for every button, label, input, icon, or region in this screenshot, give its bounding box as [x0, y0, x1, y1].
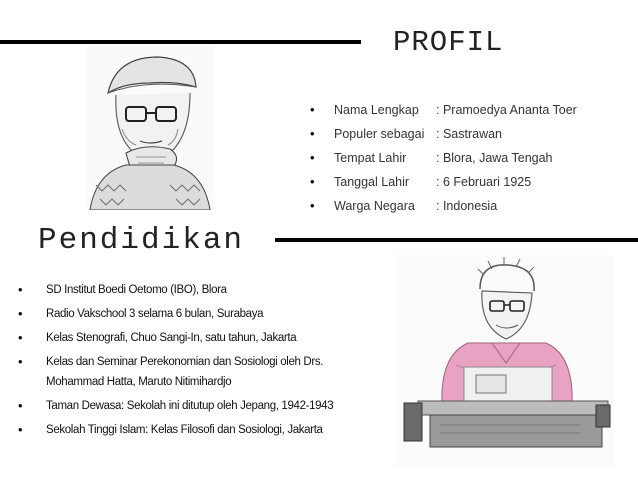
- profile-key: Warga Negara: [334, 199, 415, 213]
- pendidikan-heading: Pendidikan: [38, 223, 245, 258]
- education-text: Radio Vakschool 3 selama 6 bulan, Surabaya: [46, 308, 264, 320]
- bullet-icon: •: [310, 198, 315, 213]
- bullet-icon: •: [18, 422, 23, 437]
- education-item: [6, 280, 396, 300]
- education-item: [6, 352, 362, 392]
- bullet-icon: •: [310, 102, 315, 117]
- education-text: Taman Dewasa: Sekolah ini ditutup oleh Jepang, 1942-1943: [46, 400, 334, 412]
- education-text: Kelas Stenografi, Chuo Sangi-In, satu tahun, Jakarta: [46, 332, 297, 344]
- portrait-sketch-cap: [86, 45, 214, 210]
- education-list: [6, 280, 396, 444]
- bullet-icon: •: [18, 398, 23, 413]
- profile-value: : Blora, Jawa Tengah: [436, 151, 553, 165]
- profile-value: : Pramoedya Ananta Toer: [436, 103, 577, 117]
- bullet-icon: •: [18, 330, 23, 345]
- top-divider: [0, 40, 361, 44]
- profil-heading: PROFIL: [393, 26, 504, 59]
- bullet-icon: •: [310, 150, 315, 165]
- portrait-sketch-typewriter: [396, 255, 614, 467]
- education-text: Sekolah Tinggi Islam: Kelas Filosofi dan Sosiologi, Jakarta: [46, 424, 323, 436]
- profile-key: Populer sebagai: [334, 127, 425, 141]
- profile-key: Tempat Lahir: [334, 151, 407, 165]
- bullet-icon: •: [310, 174, 315, 189]
- education-text: Kelas dan Seminar Perekonomian dan Sosiologi oleh Drs. Mohammad Hatta, Maruto Nitimihardjo: [46, 356, 324, 388]
- bullet-icon: •: [18, 306, 23, 321]
- middle-divider: [275, 238, 638, 242]
- education-item: [6, 396, 396, 416]
- profile-value: : Sastrawan: [436, 127, 503, 141]
- profile-key: Tanggal Lahir: [334, 175, 410, 189]
- profile-key: Nama Lengkap: [334, 103, 419, 117]
- education-item: [6, 304, 396, 324]
- bullet-icon: •: [310, 126, 315, 141]
- profile-value: : 6 Februari 1925: [436, 175, 532, 189]
- bullet-icon: •: [18, 282, 23, 297]
- education-item: [6, 420, 396, 440]
- education-item: [6, 328, 396, 348]
- education-text: SD Institut Boedi Oetomo (IBO), Blora: [46, 284, 227, 296]
- bullet-icon: •: [18, 354, 23, 369]
- profile-value: : Indonesia: [436, 199, 498, 213]
